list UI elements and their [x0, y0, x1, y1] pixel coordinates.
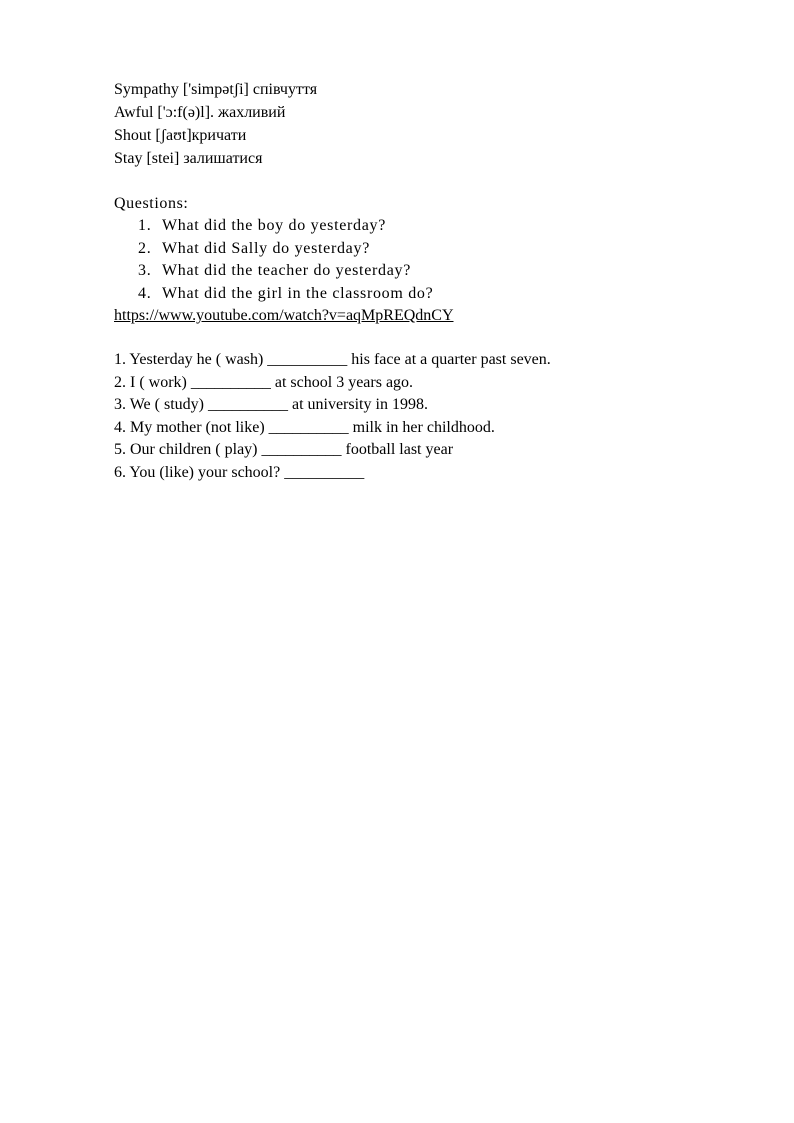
- question-number: 1.: [138, 217, 152, 234]
- youtube-link[interactable]: https://www.youtube.com/watch?v=aqMpREQdnCY: [114, 307, 454, 324]
- exercise-item-4: 4. My mother (not like) __________ milk in her childhood.: [114, 418, 495, 436]
- spacer: [114, 327, 754, 349]
- vocab-sympathy: Sympathy ['simpətʃi] співчуття: [114, 81, 318, 98]
- questions-heading: Questions:: [114, 195, 189, 212]
- exercise-item-6: 6. You (like) your school? __________: [114, 463, 365, 481]
- vocab-shout: Shout [ʃaʊt]кричати: [114, 127, 247, 144]
- question-number: 4.: [138, 284, 152, 302]
- question-item: [114, 238, 754, 261]
- question-item: [114, 215, 754, 238]
- vocab-stay: Stay [stei] залишатися: [114, 150, 263, 167]
- vocab-awful: Awful ['ɔ:f(ə)l]. жахливий: [114, 104, 286, 121]
- question-text: What did the girl in the classroom do?: [162, 284, 434, 302]
- question-item: [114, 260, 754, 283]
- exercise-item-3: 3. We ( study) __________ at university in 1998.: [114, 396, 428, 413]
- question-text: What did the boy do yesterday?: [162, 217, 387, 234]
- question-number: 2.: [138, 239, 152, 257]
- vocabulary-list: [114, 78, 754, 170]
- spacer: [114, 170, 754, 192]
- exercise-item-5: 5. Our children ( play) __________ football last year: [114, 441, 454, 458]
- questions-list: [114, 215, 754, 305]
- document-page: [114, 78, 754, 484]
- exercise-list: [114, 349, 754, 484]
- exercise-item-1: 1. Yesterday he ( wash) __________ his face at a quarter past seven.: [114, 351, 551, 368]
- question-item: [114, 283, 754, 306]
- question-text: What did Sally do yesterday?: [162, 239, 370, 257]
- question-number: 3.: [138, 262, 152, 279]
- exercise-item-2: 2. I ( work) __________ at school 3 years ago.: [114, 373, 414, 391]
- question-text: What did the teacher do yesterday?: [162, 262, 412, 279]
